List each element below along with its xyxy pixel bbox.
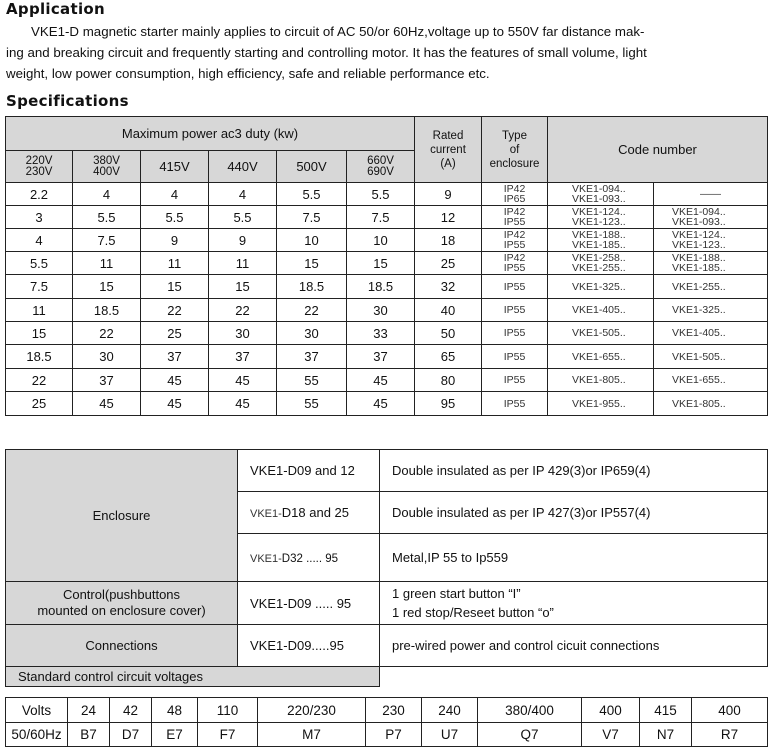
- power-cell: 7.5: [73, 229, 141, 252]
- power-cell: 45: [347, 369, 415, 392]
- power-cell: 10: [347, 229, 415, 252]
- enclosure-type-cell-line: IP55: [503, 280, 526, 293]
- code-number-cell-line: VKE1-124..: [672, 229, 726, 241]
- power-cell: 18.5: [6, 345, 73, 369]
- power-cell: 11: [209, 252, 277, 275]
- power-cell: 25: [6, 392, 73, 416]
- enclosure-type-line: Type: [502, 129, 527, 142]
- spec-row: [6, 322, 768, 345]
- spec-row: [6, 392, 768, 416]
- voltage-line: 660V: [367, 154, 394, 167]
- voltage-line: 220V: [25, 154, 53, 167]
- application-line: VKE1-D magnetic starter mainly applies to circuit of AC 50/or 60Hz,voltage up to 550V far distance mak-: [31, 24, 645, 39]
- code-value: F7: [198, 723, 258, 747]
- code-number-cell: [548, 345, 654, 369]
- spec-row: [6, 275, 768, 299]
- spec-row: [6, 299, 768, 322]
- connections-label: Connections: [6, 625, 238, 667]
- rated-current-cell: 50: [415, 322, 482, 345]
- power-cell: 2.2: [6, 183, 73, 206]
- volt-value: 48: [152, 698, 198, 723]
- application-text: [6, 21, 776, 84]
- codes-row: [6, 723, 768, 747]
- power-cell: 4: [209, 183, 277, 206]
- enclosure-type-cell-line: IP65: [503, 193, 526, 205]
- code-number-cell-line: VKE1-185..: [672, 262, 726, 274]
- volt-value: 400: [582, 698, 640, 723]
- power-cell: 45: [209, 392, 277, 416]
- enclosure-type-cell: [482, 392, 548, 416]
- voltage-line: 690V: [367, 165, 394, 178]
- enclosure-type-cell-line: IP42: [503, 206, 526, 218]
- spec-row: [6, 183, 768, 206]
- code-number-cell: [548, 206, 654, 229]
- control-desc: [380, 582, 768, 625]
- enclosure-type-cell: [482, 206, 548, 229]
- enclosure-model: [238, 492, 380, 534]
- rated-current-cell: 65: [415, 345, 482, 369]
- code-number-cell: [654, 229, 768, 252]
- power-cell: 30: [209, 322, 277, 345]
- power-cell: 9: [141, 229, 209, 252]
- enclosure-type-cell-line: IP55: [503, 216, 526, 228]
- code-number-cell: [654, 392, 768, 416]
- code-number-cell: [548, 299, 654, 322]
- code-number-cell-line: VKE1-185..: [572, 239, 626, 251]
- rated-current-cell: 80: [415, 369, 482, 392]
- code-number-cell: [654, 299, 768, 322]
- power-cell: 37: [141, 345, 209, 369]
- code-number-cell: [548, 322, 654, 345]
- rated-current-cell: 25: [415, 252, 482, 275]
- enclosure-type-cell: [482, 229, 548, 252]
- rated-current-cell: 12: [415, 206, 482, 229]
- enclosure-type-line: enclosure: [489, 157, 540, 170]
- code-number-cell: [548, 275, 654, 299]
- voltage-header: 500V: [277, 151, 347, 183]
- code-number-header: Code number: [548, 117, 768, 183]
- power-cell: 7.5: [347, 206, 415, 229]
- code-number-cell-line: VKE1-805..: [572, 374, 626, 386]
- code-value: U7: [422, 723, 478, 747]
- enclosure-model: [238, 450, 380, 492]
- code-number-cell-line: VKE1-505..: [572, 327, 626, 339]
- power-cell: 18.5: [73, 299, 141, 322]
- rated-current-cell: 18: [415, 229, 482, 252]
- power-cell: 11: [141, 252, 209, 275]
- rated-current-line: current: [430, 143, 466, 156]
- specifications-table: [5, 116, 768, 416]
- enclosure-type-cell: [482, 252, 548, 275]
- power-cell: 7.5: [277, 206, 347, 229]
- code-number-cell-line: ——: [700, 188, 721, 200]
- enclosure-row: [6, 450, 768, 492]
- code-number-cell-line: VKE1-124..: [572, 206, 626, 218]
- std-voltages-row: [6, 667, 768, 687]
- code-value: Q7: [478, 723, 582, 747]
- power-cell: 55: [277, 392, 347, 416]
- power-cell: 22: [277, 299, 347, 322]
- code-number-cell-line: VKE1-805..: [672, 397, 726, 410]
- enclosure-type-cell-line: IP42: [503, 252, 526, 264]
- enclosure-desc: Double insulated as per IP 427(3)or IP557(4): [380, 492, 768, 534]
- enclosure-label: Enclosure: [6, 450, 238, 582]
- enclosure-type-cell-line: IP55: [503, 327, 526, 339]
- code-number-cell-line: VKE1-655..: [672, 374, 726, 386]
- volt-value: 110: [198, 698, 258, 723]
- voltage-line: 400V: [93, 165, 120, 178]
- code-number-cell: [654, 183, 768, 206]
- code-number-cell-line: VKE1-325..: [672, 304, 726, 316]
- enclosure-type-header: [482, 117, 548, 183]
- code-number-cell-line: VKE1-094..: [672, 206, 726, 218]
- enclosure-model: [238, 534, 380, 582]
- control-desc-line: 1 red stop/Reseet button “o”: [392, 605, 554, 620]
- power-cell: 4: [73, 183, 141, 206]
- enclosure-type-cell-line: IP55: [503, 397, 526, 410]
- power-cell: 18.5: [347, 275, 415, 299]
- rated-current-cell: 32: [415, 275, 482, 299]
- power-cell: 45: [209, 369, 277, 392]
- enclosure-desc: Metal,IP 55 to Ip559: [380, 534, 768, 582]
- control-desc-line: 1 green start button “I”: [392, 586, 521, 601]
- enclosure-type-cell-line: IP55: [503, 304, 526, 316]
- power-cell: 15: [141, 275, 209, 299]
- power-cell: 15: [347, 252, 415, 275]
- power-cell: 55: [277, 369, 347, 392]
- code-number-cell: [548, 392, 654, 416]
- power-cell: 3: [6, 206, 73, 229]
- voltage-body: [6, 698, 768, 747]
- power-cell: 25: [141, 322, 209, 345]
- code-number-cell: [654, 252, 768, 275]
- power-cell: 37: [277, 345, 347, 369]
- code-number-cell-line: VKE1-405..: [572, 304, 626, 316]
- code-number-cell-line: VKE1-505..: [672, 350, 726, 363]
- code-number-cell: [548, 252, 654, 275]
- power-cell: 5.5: [73, 206, 141, 229]
- voltage-header: [6, 151, 73, 183]
- model-prefix: VKE1-: [250, 553, 282, 565]
- voltage-header: 440V: [209, 151, 277, 183]
- control-row: [6, 582, 768, 625]
- blank-cell: [380, 667, 768, 687]
- enclosure-type-cell-line: IP42: [503, 183, 526, 195]
- code-value: M7: [258, 723, 366, 747]
- model-prefix: VKE1-D09 and 12: [250, 463, 355, 478]
- code-number-cell: [654, 322, 768, 345]
- power-cell: 11: [73, 252, 141, 275]
- enclosure-type-cell-line: IP42: [503, 229, 526, 241]
- code-number-cell-line: VKE1-188..: [572, 229, 626, 241]
- model-prefix: VKE1-: [250, 508, 282, 520]
- power-cell: 11: [6, 299, 73, 322]
- enclosure-type-cell: [482, 345, 548, 369]
- code-value: D7: [110, 723, 152, 747]
- power-cell: 5.5: [347, 183, 415, 206]
- model-suffix: D18 and 25: [281, 505, 350, 520]
- rated-current-header: [415, 117, 482, 183]
- code-number-cell: [654, 369, 768, 392]
- enclosure-type-cell-line: IP55: [503, 350, 526, 363]
- power-cell: 30: [73, 345, 141, 369]
- model-suffix: D32 ..... 95: [281, 553, 339, 565]
- power-cell: 45: [347, 392, 415, 416]
- code-number-cell-line: VKE1-258..: [572, 252, 626, 264]
- power-cell: 33: [347, 322, 415, 345]
- volt-value: 240: [422, 698, 478, 723]
- volt-value: 24: [68, 698, 110, 723]
- power-cell: 45: [73, 392, 141, 416]
- voltage-header: [347, 151, 415, 183]
- power-cell: 15: [6, 322, 73, 345]
- details-table: [5, 449, 768, 687]
- rated-current-cell: 40: [415, 299, 482, 322]
- rated-current-cell: 95: [415, 392, 482, 416]
- enclosure-type-cell-line: IP55: [503, 374, 526, 386]
- code-number-cell-line: VKE1-123..: [572, 216, 626, 228]
- power-cell: 7.5: [6, 275, 73, 299]
- application-heading: Application: [6, 0, 105, 18]
- control-model: VKE1-D09 ..... 95: [238, 582, 380, 625]
- frequency-label: 50/60Hz: [6, 723, 68, 747]
- power-cell: 10: [277, 229, 347, 252]
- spec-row: [6, 345, 768, 369]
- connections-row: [6, 625, 768, 667]
- rated-current-line: Rated: [432, 129, 464, 142]
- control-label: [6, 582, 238, 625]
- voltage-header: [73, 151, 141, 183]
- code-number-cell: [548, 183, 654, 206]
- power-cell: 22: [6, 369, 73, 392]
- code-number-cell: [548, 369, 654, 392]
- enclosure-type-cell: [482, 369, 548, 392]
- code-value: P7: [366, 723, 422, 747]
- power-cell: 15: [209, 275, 277, 299]
- volt-value: 415: [640, 698, 692, 723]
- std-voltages-label: Standard control circuit voltages: [6, 667, 380, 687]
- code-number-cell-line: VKE1-188..: [672, 252, 726, 264]
- power-cell: 45: [141, 392, 209, 416]
- enclosure-type-cell: [482, 299, 548, 322]
- power-cell: 4: [6, 229, 73, 252]
- code-number-cell-line: VKE1-955..: [572, 397, 626, 410]
- spec-header-row-1: [6, 117, 768, 151]
- voltage-line: 230V: [25, 165, 53, 178]
- code-number-cell-line: VKE1-405..: [672, 327, 726, 339]
- spec-row: [6, 229, 768, 252]
- connections-desc: pre-wired power and control cicuit connections: [380, 625, 768, 667]
- volt-value: 230: [366, 698, 422, 723]
- spec-body: [6, 183, 768, 416]
- voltage-header: 415V: [141, 151, 209, 183]
- rated-current-cell: 9: [415, 183, 482, 206]
- connections-model: VKE1-D09.....95: [238, 625, 380, 667]
- power-cell: 18.5: [277, 275, 347, 299]
- code-number-cell: [654, 275, 768, 299]
- spec-row: [6, 369, 768, 392]
- code-value: V7: [582, 723, 640, 747]
- volt-value: 42: [110, 698, 152, 723]
- voltage-codes-table: [5, 697, 768, 747]
- volt-value: 400: [692, 698, 768, 723]
- power-cell: 37: [209, 345, 277, 369]
- code-number-cell: [654, 345, 768, 369]
- code-value: R7: [692, 723, 768, 747]
- volt-value: 220/230: [258, 698, 366, 723]
- power-cell: 30: [347, 299, 415, 322]
- enclosure-type-cell: [482, 183, 548, 206]
- code-number-cell-line: VKE1-123..: [672, 239, 726, 251]
- power-cell: 5.5: [6, 252, 73, 275]
- power-cell: 15: [277, 252, 347, 275]
- enclosure-type-cell-line: IP55: [503, 262, 526, 274]
- code-number-cell: [548, 229, 654, 252]
- volts-label: Volts: [6, 698, 68, 723]
- enclosure-type-cell: [482, 275, 548, 299]
- code-number-cell-line: VKE1-255..: [572, 262, 626, 274]
- code-number-cell-line: VKE1-093..: [572, 193, 626, 205]
- power-cell: 15: [73, 275, 141, 299]
- specifications-heading: Specifications: [6, 92, 129, 110]
- control-label-line: Control(pushbuttons: [62, 587, 181, 602]
- code-value: E7: [152, 723, 198, 747]
- code-value: B7: [68, 723, 110, 747]
- code-number-cell-line: VKE1-325..: [572, 280, 626, 293]
- power-cell: 9: [209, 229, 277, 252]
- code-number-cell-line: VKE1-655..: [572, 350, 626, 363]
- power-cell: 37: [347, 345, 415, 369]
- voltage-line: 380V: [93, 154, 120, 167]
- volt-value: 380/400: [478, 698, 582, 723]
- power-cell: 22: [209, 299, 277, 322]
- code-value: N7: [640, 723, 692, 747]
- power-cell: 22: [73, 322, 141, 345]
- enclosure-desc: Double insulated as per IP 429(3)or IP659(4): [380, 450, 768, 492]
- power-cell: 5.5: [209, 206, 277, 229]
- enclosure-type-line: of: [509, 143, 520, 156]
- power-cell: 5.5: [277, 183, 347, 206]
- rated-current-line: (A): [440, 157, 456, 170]
- enclosure-type-cell-line: IP55: [503, 239, 526, 251]
- spec-row: [6, 252, 768, 275]
- power-cell: 30: [277, 322, 347, 345]
- control-label-line: mounted on enclosure cover): [37, 603, 206, 618]
- code-number-cell-line: VKE1-255..: [672, 280, 726, 293]
- max-power-header: Maximum power ac3 duty (kw): [6, 117, 415, 151]
- application-line: ing and breaking circuit and frequently starting and controlling motor. It has the features of small volume, light: [6, 45, 647, 60]
- application-line: weight, low power consumption, high efficiency, safe and reliable performance etc.: [6, 66, 490, 81]
- code-number-cell-line: VKE1-093..: [672, 216, 726, 228]
- code-number-cell-line: VKE1-094..: [572, 183, 626, 195]
- spec-row: [6, 206, 768, 229]
- power-cell: 37: [73, 369, 141, 392]
- power-cell: 4: [141, 183, 209, 206]
- power-cell: 22: [141, 299, 209, 322]
- code-number-cell: [654, 206, 768, 229]
- enclosure-type-cell: [482, 322, 548, 345]
- power-cell: 5.5: [141, 206, 209, 229]
- volts-row: [6, 698, 768, 723]
- power-cell: 45: [141, 369, 209, 392]
